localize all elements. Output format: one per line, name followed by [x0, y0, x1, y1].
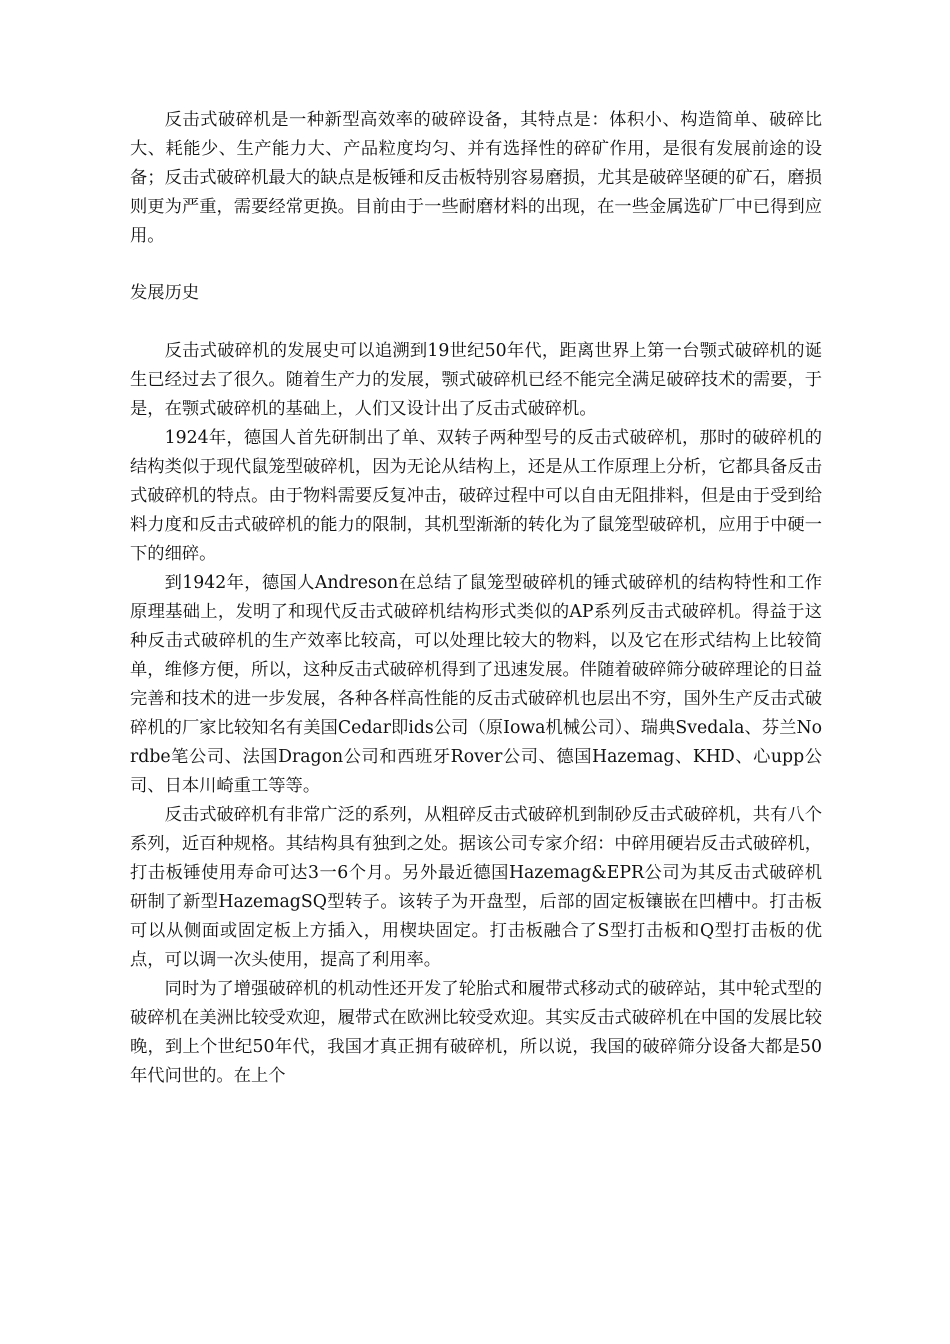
history-paragraph-5: 同时为了增强破碎机的机动性还开发了轮胎式和履带式移动式的破碎站，其中轮式型的破碎机在美洲比较受欢迎，履带式在欧洲比较受欢迎。其实反击式破碎机在中国的发展比较晚，到上个世纪50年代，我国才真正拥有破碎机，所以说，我国的破碎筛分设备大都是50年代问世的。在上个	[130, 979, 822, 1086]
section-heading: 发展历史	[130, 283, 200, 303]
history-paragraph-1: 反击式破碎机的发展史可以追溯到19世纪50年代，距离世界上第一台颚式破碎机的诞生已经过去了很久。随着生产力的发展，颚式破碎机已经不能完全满足破碎技术的需要，于是，在颚式破碎机的基础上，人们又设计出了反击式破碎机。	[130, 341, 822, 419]
history-paragraph-3: 到1942年，德国人Andreson在总结了鼠笼型破碎机的锤式破碎机的结构特性和工作原理基础上，发明了和现代反击式破碎机结构形式类似的AP系列反击式破碎机。得益于这种反击式破碎机的生产效率比较高，可以处理比较大的物料，以及它在形式结构上比较简单，维修方便，所以，这种反击式破碎机得到了迅速发展。伴随着破碎筛分破碎理论的日益完善和技术的进一步发展，各种各样高性能的反击式破碎机也层出不穷，国外生产反击式破碎机的厂家比较知名有美国Cedar即ids公司（原Iowa机械公司）、瑞典Svedala、芬兰Nordbe笔公司、法国Dragon公司和西班牙Rover公司、德国Hazemag、KHD、心upp公司、日本川崎重工等等。	[130, 573, 822, 796]
history-paragraph-2: 1924年，德国人首先研制出了单、双转子两种型号的反击式破碎机，那时的破碎机的结构类似于现代鼠笼型破碎机，因为无论从结构上，还是从工作原理上分析，它都具备反击式破碎机的特点。由于物料需要反复冲击，破碎过程中可以自由无阻排料，但是由于受到给料力度和反击式破碎机的能力的限制，其机型渐渐的转化为了鼠笼型破碎机，应用于中硬一下的细碎。	[130, 428, 822, 564]
document-body	[130, 106, 822, 1091]
intro-paragraph: 反击式破碎机是一种新型高效率的破碎设备，其特点是：体积小、构造简单、破碎比大、耗能少、生产能力大、产品粒度均匀、并有选择性的碎矿作用，是很有发展前途的设备；反击式破碎机最大的缺点是板锤和反击板特别容易磨损，尤其是破碎坚硬的矿石，磨损则更为严重，需要经常更换。目前由于一些耐磨材料的出现，在一些金属选矿厂中已得到应用。	[130, 110, 822, 246]
history-paragraph-4: 反击式破碎机有非常广泛的系列，从粗碎反击式破碎机到制砂反击式破碎机，共有八个系列，近百种规格。其结构具有独到之处。据该公司专家介绍：中碎用硬岩反击式破碎机，打击板锤使用寿命可达3一6个月。另外最近德国Hazemag&EPR公司为其反击式破碎机研制了新型HazemagSQ型转子。该转子为开盘型，后部的固定板镶嵌在凹槽中。打击板可以从侧面或固定板上方插入，用楔块固定。打击板融合了S型打击板和Q型打击板的优点，可以调一次头使用，提高了利用率。	[130, 805, 822, 970]
